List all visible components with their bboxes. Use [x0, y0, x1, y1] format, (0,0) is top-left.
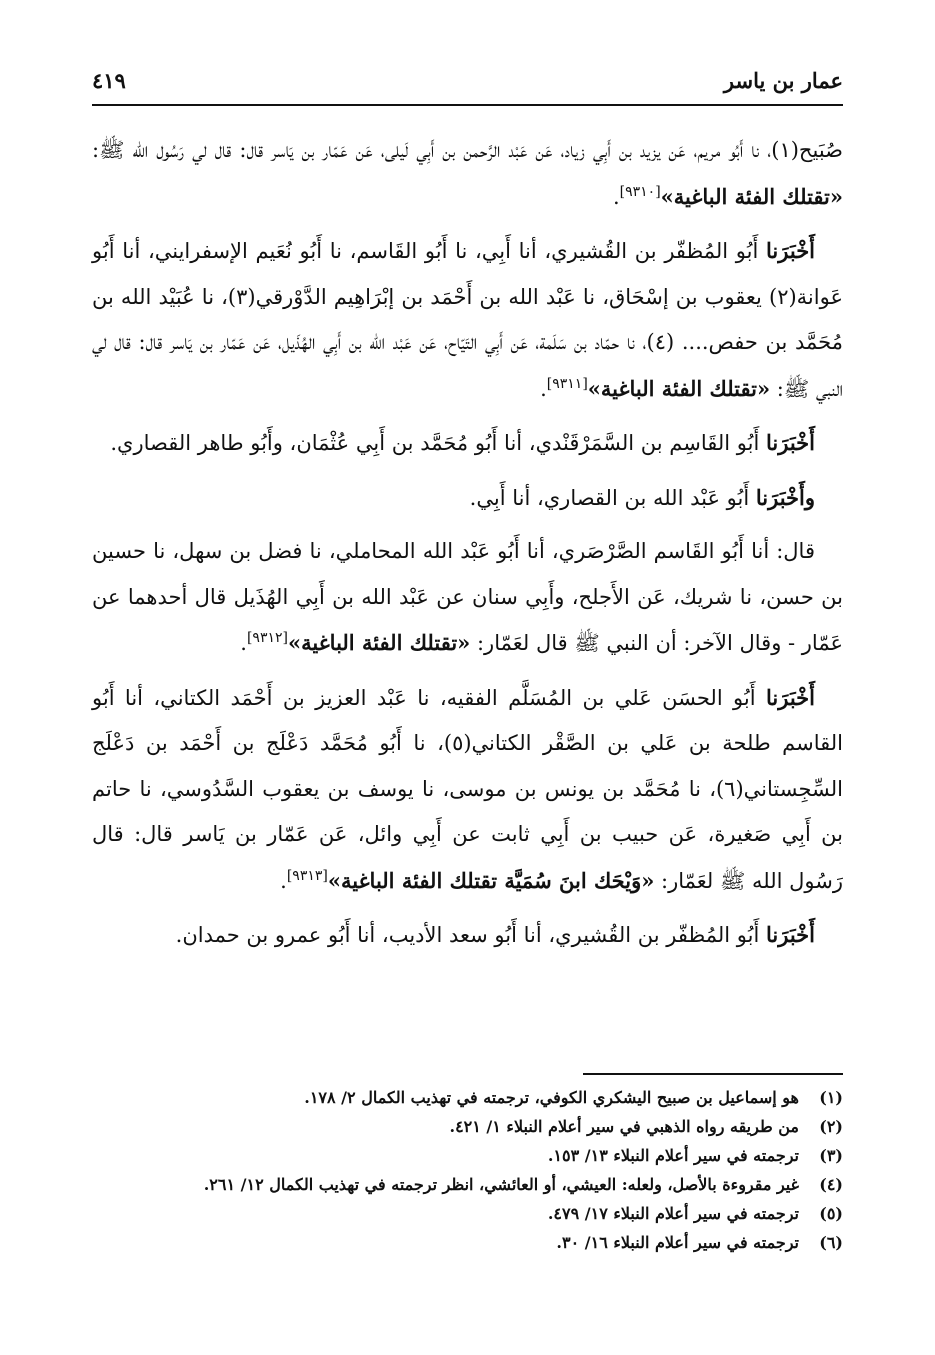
footnote [92, 1199, 843, 1228]
paragraph-text: صُبَيح(١)، نا أَبُو مريم، عَن يزيد بن أَبِي زياد، عَن عَبْد الرَّحمن بن أَبِي لَيلى، عَن عَمّار بن يَاسر قال: قال لي رَسُول الله ﷺ: [92, 138, 843, 162]
footnote-text: ترجمته في سير أعلام النبلاء ١٦/ ٣٠. [556, 1233, 799, 1252]
paragraph [92, 675, 843, 905]
isnad-lead: أَخْبَرَنا [766, 922, 815, 947]
paragraph [92, 475, 843, 522]
paragraph-end: . [240, 631, 247, 655]
running-header [92, 62, 843, 102]
hadith-quote: «تقتلك الفئة الباغية» [660, 183, 843, 209]
footnote-number: (١) [819, 1088, 843, 1107]
footnote-number: (٢) [819, 1117, 843, 1136]
footnote [92, 1228, 843, 1257]
isnad-lead: أَخْبَرَنا [766, 430, 815, 455]
page-number: ٤١٩ [92, 68, 126, 93]
isnad-lead: وأَخْبَرَنا [755, 484, 815, 510]
footnote-text: ترجمته في سير أعلام النبلاء ١٧/ ٤٧٩. [547, 1204, 799, 1223]
paragraph-text: أَبُو الحسَن عَلي بن المُسَلَّم الفقيه، نا عَبْد العزيز بن أَحْمَد الكتاني، أنا أَبُو القاسم طلحة بن عَلي بن الصَّقْر الكتاني(٥)، نا أَبُو مُحَمَّد دَعْلَج بن أَحْمَد بن دَعْلَج السِّجِستاني(٦)، نا مُحَمَّد بن يونس بن موسى، نا يوسف بن يعقوب السَّدُوسي، نا حاتم بن أَبِي صَغيرة، عَن حبيب بن أَبِي ثابت عن أَبِي وائل، عَن عَمّار بن يَاسر قال: قال رَسُول الله ﷺ لعَمّار: [92, 685, 843, 893]
footnote-number: (٤) [819, 1175, 843, 1194]
hadith-number: [٩٣١٢] [246, 630, 288, 646]
paragraph [92, 529, 843, 667]
footnote-text: هو إسماعيل بن صبيح اليشكري الكوفي، ترجمته في تهذيب الكمال ٢/ ١٧٨. [304, 1088, 799, 1107]
hadith-quote: «تقتلك الفئة الباغية» [287, 630, 471, 655]
paragraph-text: أَبُو المُظفّر بن القُشيري، أنا أَبُو سعد الأديب، أنا أَبُو عمرو بن حمدان. [175, 923, 760, 947]
footnote-text: من طريقه رواه الذهبي في سير أعلام النبلاء ١/ ٤٢١. [449, 1117, 799, 1136]
hadith-number: [٩٣١١] [546, 375, 588, 392]
running-title: عمار بن ياسر [723, 68, 843, 93]
paragraph-end: . [612, 184, 620, 209]
footnotes [92, 1083, 843, 1257]
paragraph-text: أَبُو القَاسِم بن السَّمَرْقَنْدي، أنا أَبُو مُحَمَّد بن أَبِي عُثْمَان، وأَبُو طاهر القصاري. [110, 431, 760, 455]
footnote-number: (٣) [819, 1146, 843, 1165]
header-rule [92, 104, 843, 106]
footnote-number: (٥) [819, 1204, 843, 1223]
hadith-number: [٩٣١٠] [619, 183, 661, 200]
footnote-rule [583, 1073, 843, 1075]
footnote [92, 1141, 843, 1170]
main-text [92, 128, 843, 967]
isnad-lead: أَخْبَرَنا [766, 684, 815, 710]
paragraph-text: أَبُو المُظفّر بن القُشيري، أنا أَبِي، نا أَبُو القَاسم، نا أَبُو نُعَيم الإسفرايني، أنا أَبُو عَوانة(٢) يعقوب بن إسْحَاق، نا عَبْد الله بن أَحْمَد بن إبْرَاهِيم الدَّوْرقي(٣)، نا عُبَيْد الله بن مُحَمَّد بن حفص.... (٤)، نا حمّاد بن سَلَمة، عَن أَبِي التَيّاح، عَن عَبْد الله بن أَبِي الهُذَيل، عَن عَمّار بن يَاسر قال: قال لي النبي ﷺ: [92, 239, 843, 401]
paragraph [92, 228, 843, 412]
paragraph-end: . [280, 868, 287, 893]
paragraph-end: . [540, 376, 547, 401]
hadith-quote: «وَيْحَك ابنَ سُمَيَّة تقتلك الفئة الباغية» [327, 867, 655, 893]
footnote-number: (٦) [819, 1233, 843, 1252]
hadith-quote: «تقتلك الفئة الباغية» [587, 375, 771, 401]
hadith-number: [٩٣١٣] [286, 867, 328, 884]
footnote [92, 1170, 843, 1199]
paragraph [92, 420, 843, 467]
paragraph-text: قال: أنا أَبُو القَاسم الصَّرْصَري، أنا أَبُو عَبْد الله المحاملي، نا فضل بن سهل، نا حسين بن حسن، نا شريك، عَن الأَجلح، وأَبِي سنان عن عَبْد الله بن أَبِي الهُذَيل قال أحدهما عن عَمّار - وقال الآخر: أن النبي ﷺ قال لعَمّار: [92, 539, 843, 655]
footnote-text: غير مقروءة بالأصل، ولعله: العيشي، أو العائشي، انظر ترجمته في تهذيب الكمال ١٢/ ٢٦١. [203, 1175, 799, 1194]
paragraph [92, 912, 843, 959]
footnote [92, 1112, 843, 1141]
paragraph-text: أَبُو عَبْد الله بن القصاري، أنا أَبِي. [469, 485, 750, 510]
paragraph [92, 128, 843, 220]
footnote [92, 1083, 843, 1112]
footnote-text: ترجمته في سير أعلام النبلاء ١٣/ ١٥٣. [547, 1146, 799, 1165]
isnad-lead: أَخْبَرَنا [766, 238, 816, 263]
